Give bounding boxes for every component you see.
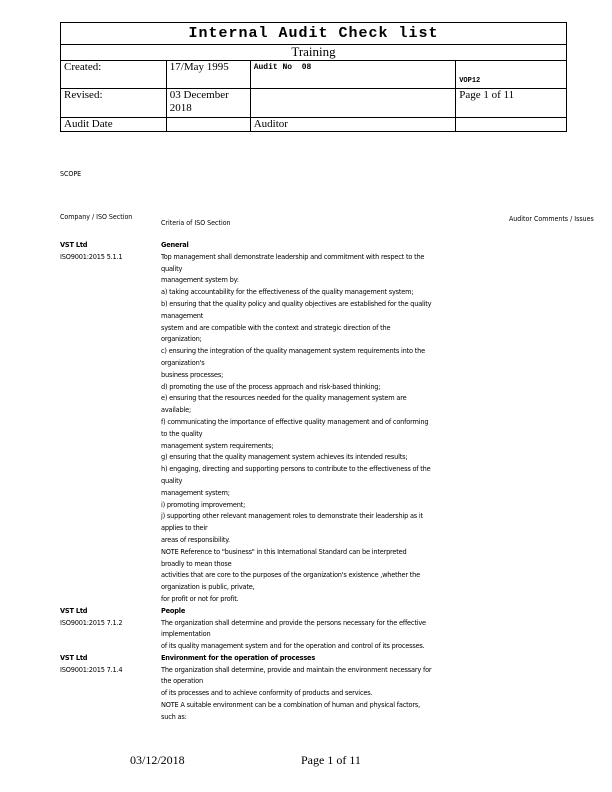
criteria-line: i) promoting improvement;	[161, 500, 246, 509]
scope-heading: SCOPE	[60, 170, 82, 178]
criteria-line: management system;	[161, 488, 230, 497]
auditor-value	[456, 118, 567, 132]
doc-title: Internal Audit Check list	[61, 23, 567, 45]
auditor-label: Auditor	[250, 118, 456, 132]
criteria-line: j) supporting other relevant management roles to demonstrate their leadership as it	[161, 512, 423, 521]
iso-section: ISO9001:2015 7.1.4	[60, 665, 123, 674]
criteria-line: system and are compatible with the context and strategic direction of the	[161, 323, 391, 332]
criteria-line: g) ensuring that the quality management system achieves its intended results;	[161, 453, 408, 462]
criteria-line: c) ensuring the integration of the quality management system requirements into the	[161, 347, 425, 356]
doc-subtitle: Training	[61, 45, 567, 61]
criteria-line: d) promoting the use of the process approach and risk-based thinking;	[161, 382, 381, 391]
revised-value: 03 December 2018	[166, 89, 250, 118]
section-title: People	[161, 606, 186, 615]
doc-code: VOP12	[456, 61, 567, 89]
footer-date: 03/12/2018	[130, 753, 185, 767]
criteria-line: management	[161, 311, 204, 320]
audit-date-value	[166, 118, 250, 132]
revised-label: Revised:	[61, 89, 167, 118]
checklist-section	[60, 240, 520, 606]
col-company: Company / ISO Section	[60, 213, 133, 221]
criteria-line: management system by:	[161, 276, 239, 285]
criteria-line: to the quality	[161, 429, 203, 438]
col-comments: Auditor Comments / Issues	[509, 215, 594, 223]
criteria-line: organization;	[161, 335, 202, 344]
criteria-line: h) engaging, directing and supporting persons to contribute to the effectiveness of the	[161, 465, 431, 474]
criteria-line: activities that are core to the purposes of the organization's existence ,whether the	[161, 571, 420, 580]
criteria-line: The organization shall determine, provide and maintain the environment necessary for	[161, 665, 432, 674]
criteria-line: the operation	[161, 677, 203, 686]
criteria-line: management system requirements;	[161, 441, 274, 450]
criteria-list	[60, 240, 520, 724]
criteria-line: e) ensuring that the resources needed for the quality management system are	[161, 394, 407, 403]
criteria-line: of its quality management system and for the operation and control of its processes.	[161, 642, 425, 651]
criteria-line: for profit or not for profit.	[161, 594, 239, 603]
criteria-line: applies to their	[161, 524, 208, 533]
iso-section: ISO9001:2015 7.1.2	[60, 618, 123, 627]
blank-cell	[250, 89, 456, 118]
created-label: Created:	[61, 61, 167, 89]
criteria-line: NOTE A suitable environment can be a combination of human and physical factors,	[161, 701, 421, 710]
company-name: VST Ltd	[60, 653, 88, 662]
col-criteria: Criteria of ISO Section	[161, 219, 231, 227]
criteria-line: organization is public, private,	[161, 583, 255, 592]
section-title: General	[161, 241, 189, 249]
criteria-line: business processes;	[161, 370, 224, 379]
criteria-line: quality	[161, 476, 183, 485]
company-name: VST Ltd	[60, 606, 88, 615]
criteria-line: areas of responsibility.	[161, 535, 230, 544]
footer-page: Page 1 of 11	[301, 753, 361, 767]
header-table	[60, 22, 567, 132]
criteria-line: f) communicating the importance of effective quality management and of conforming	[161, 417, 429, 426]
checklist-section	[60, 606, 520, 653]
criteria-line: available;	[161, 406, 191, 415]
criteria-line: of its processes and to achieve conformity of products and services.	[161, 689, 373, 698]
criteria-line: a) taking accountability for the effectiveness of the quality management system;	[161, 288, 414, 297]
criteria-line: implementation	[161, 630, 211, 639]
audit-date-label: Audit Date	[61, 118, 167, 132]
criteria-line: NOTE Reference to "business" in this International Standard can be interpreted	[161, 547, 407, 556]
criteria-line: broadly to mean those	[161, 559, 232, 568]
company-name: VST Ltd	[60, 241, 88, 249]
section-title: Environment for the operation of processes	[161, 653, 316, 662]
iso-section: ISO9001:2015 5.1.1	[60, 252, 123, 261]
created-value: 17/May 1995	[166, 61, 250, 89]
criteria-line: organization's	[161, 358, 205, 367]
criteria-line: quality	[161, 264, 183, 273]
criteria-line: such as:	[161, 712, 187, 721]
audit-no: Audit No 08	[250, 61, 456, 89]
criteria-line: The organization shall determine and provide the persons necessary for the effective	[161, 618, 426, 627]
criteria-line: Top management shall demonstrate leadership and commitment with respect to the	[161, 252, 425, 261]
checklist-section	[60, 653, 520, 724]
criteria-line: b) ensuring that the quality policy and quality objectives are established for the quality	[161, 299, 432, 308]
page-label: Page 1 of 11	[456, 89, 567, 118]
